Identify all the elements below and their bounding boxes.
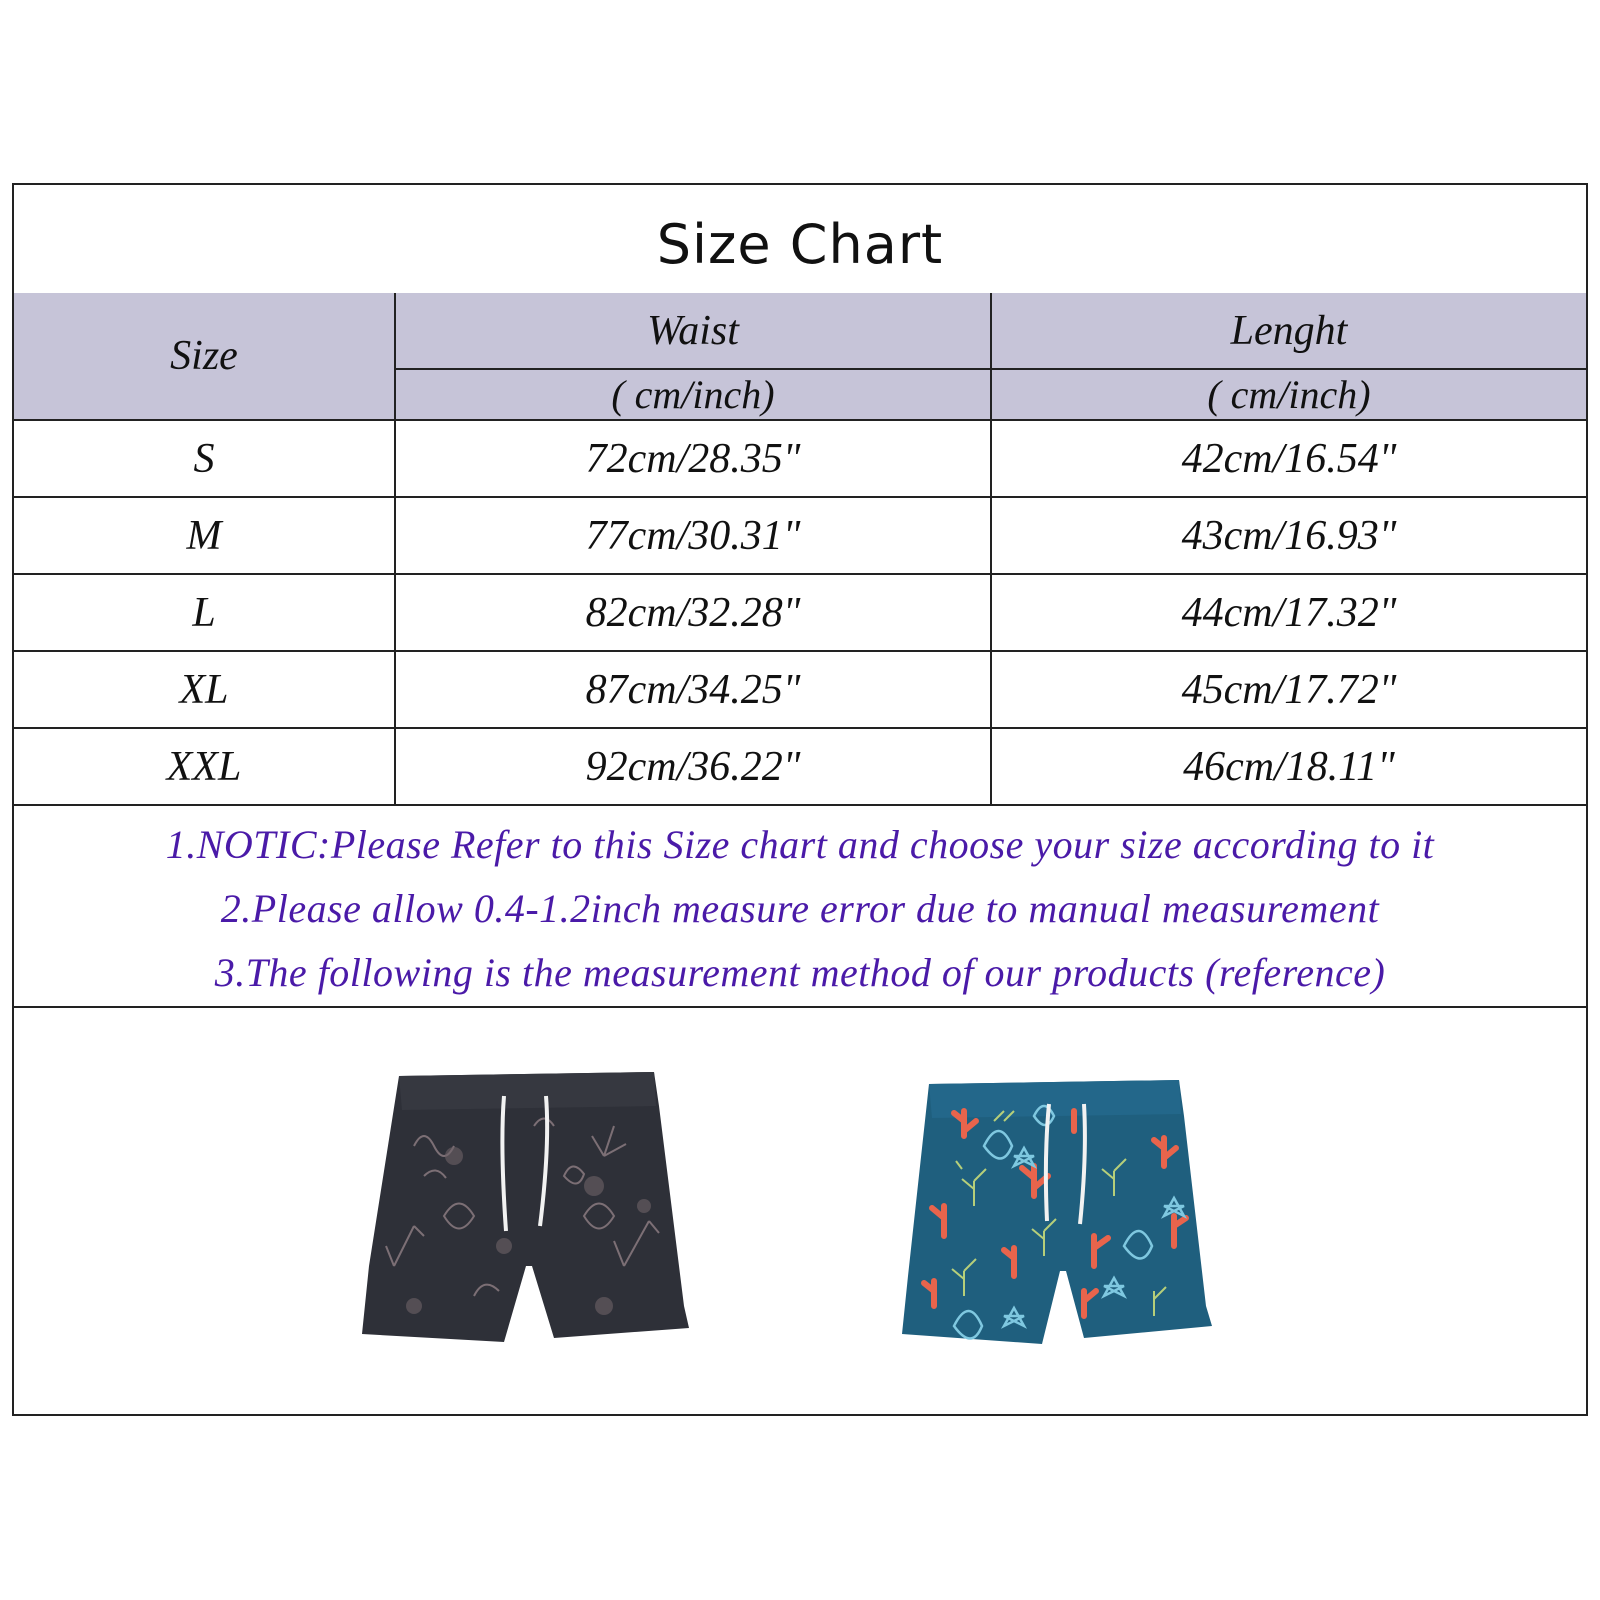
table-row (14, 574, 1586, 651)
cell-size: XXL (14, 728, 395, 805)
table-row (14, 497, 1586, 574)
cell-size: M (14, 497, 395, 574)
title-row (14, 185, 1586, 295)
table-row (14, 728, 1586, 805)
header-row (14, 293, 1586, 369)
cell-waist: 87cm/34.25" (395, 651, 991, 728)
cell-length: 42cm/16.54" (991, 420, 1586, 497)
product-image-dark-shorts (354, 1066, 704, 1356)
shorts-teal-icon (894, 1076, 1234, 1366)
cell-length: 43cm/16.93" (991, 497, 1586, 574)
shorts-dark-icon (354, 1066, 704, 1356)
product-images (14, 1006, 1586, 1416)
size-chart-sheet (12, 183, 1588, 1416)
cell-waist: 82cm/32.28" (395, 574, 991, 651)
header-length: Lenght (991, 293, 1586, 369)
size-table (14, 293, 1586, 806)
table-row (14, 651, 1586, 728)
cell-size: L (14, 574, 395, 651)
cell-size: XL (14, 651, 395, 728)
header-waist: Waist (395, 293, 991, 369)
notes-section (14, 812, 1586, 1008)
note-2: 2.Please allow 0.4-1.2inch measure error due to manual measurement (220, 886, 1380, 931)
header-waist-unit: ( cm/inch) (395, 369, 991, 420)
cell-length: 45cm/17.72" (991, 651, 1586, 728)
note-1: 1.NOTIC:Please Refer to this Size chart and choose your size according to it (165, 822, 1435, 867)
product-image-teal-shorts (894, 1076, 1234, 1366)
cell-waist: 77cm/30.31" (395, 497, 991, 574)
cell-waist: 72cm/28.35" (395, 420, 991, 497)
note-3: 3.The following is the measurement method of our products (reference) (214, 950, 1386, 995)
cell-size: S (14, 420, 395, 497)
header-length-unit: ( cm/inch) (991, 369, 1586, 420)
cell-length: 46cm/18.11" (991, 728, 1586, 805)
cell-waist: 92cm/36.22" (395, 728, 991, 805)
cell-length: 44cm/17.32" (991, 574, 1586, 651)
page-title: Size Chart (656, 212, 944, 276)
table-row (14, 420, 1586, 497)
header-size: Size (14, 293, 395, 420)
